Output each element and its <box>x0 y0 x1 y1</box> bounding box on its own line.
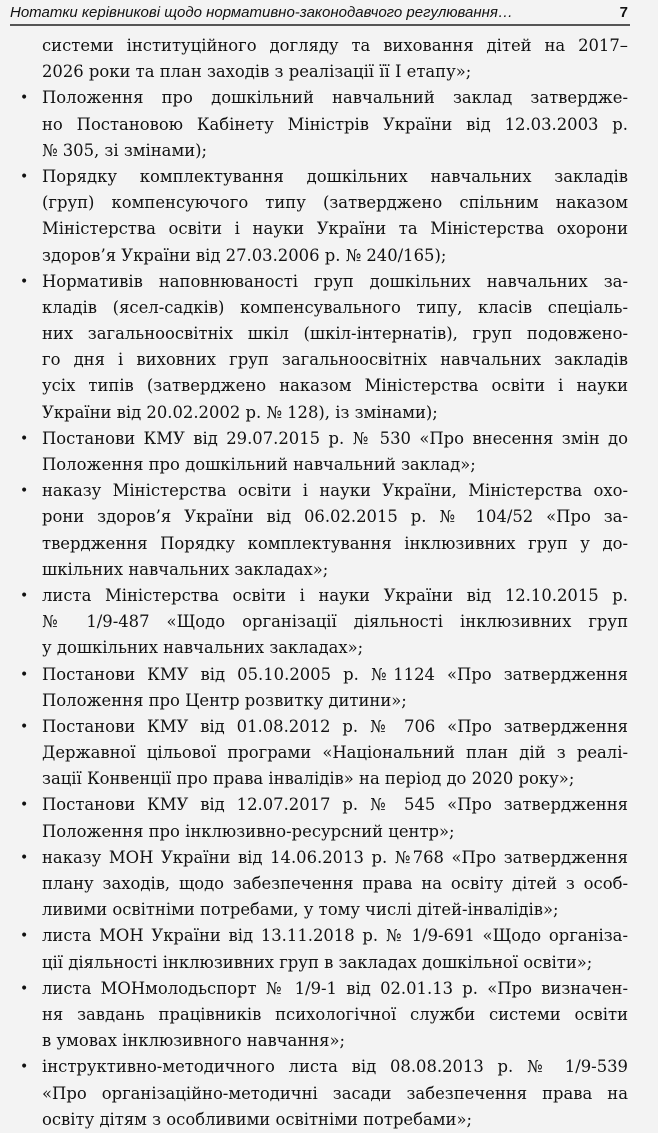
text-line: Положення про Центр розвитку дитини»; <box>42 690 407 710</box>
bullet-list-item <box>20 923 628 975</box>
bullet-icon: • <box>20 928 29 945</box>
text-line: го дня і виховних груп загальноосвітніх навчальних закладів <box>42 350 628 370</box>
bullet-list-item <box>20 792 628 844</box>
text-line: № 305, зі змінами); <box>42 140 208 160</box>
text-line: твердження Порядку комплектування інклюзивних груп у до- <box>42 533 628 553</box>
text-line: в умовах інклюзивного навчання»; <box>42 1031 346 1051</box>
text-line: здоров’я України від 27.03.2006 р. № 240/165); <box>42 245 447 265</box>
text-line: (груп) компенсуючого типу (затверджено спільним наказом <box>42 193 628 213</box>
bullet-list-item <box>20 845 628 924</box>
text-line: кладів (ясел-садків) компенсувального типу, класів спеціаль- <box>42 297 628 317</box>
bullet-list-item <box>20 85 628 164</box>
bullet-icon: • <box>20 430 29 447</box>
text-line: ливими освітніми потребами, у тому числі дітей-інвалідів»; <box>42 900 559 920</box>
text-line: Нормативів наповнюваності груп дошкільних навчальних за- <box>42 271 628 291</box>
page-number: 7 <box>619 4 628 21</box>
bullet-list-item <box>20 1054 628 1133</box>
text-line: освіту дітям з особливими освітніми потребами»; <box>42 1109 472 1129</box>
bullet-icon: • <box>20 168 29 185</box>
bullet-icon: • <box>20 980 29 997</box>
bullet-list-item <box>20 662 628 714</box>
text-line: Постанови КМУ від 29.07.2015 р. № 530 «Про внесення змін до <box>42 428 628 448</box>
text-line: Положення про дошкільний навчальний заклад»; <box>42 455 476 474</box>
bullet-icon: • <box>20 273 29 290</box>
text-line: рони здоров’я України від 06.02.2015 р. № 104/52 «Про за- <box>42 507 628 527</box>
text-line: усіх типів (затверджено наказом Міністерства освіти і науки <box>42 376 628 396</box>
text-line: № 1/9-487 «Щодо організації діяльності інклюзивних груп <box>42 612 628 632</box>
bullet-icon: • <box>20 666 29 683</box>
text-line: Положення про інклюзивно-ресурсний центр»; <box>42 821 455 841</box>
text-line: листа Міністерства освіти і науки України від 12.10.2015 р. <box>42 585 628 605</box>
text-line: наказу Міністерства освіти і науки України, Міністерства охо- <box>42 481 628 501</box>
bullet-list-item <box>20 426 628 478</box>
text-line: Державної цільової програми «Національний план дій з реалі- <box>42 743 628 763</box>
text-line: плану заходів, щодо забезпечення права на освіту дітей з особ- <box>42 874 628 893</box>
bullet-icon: • <box>20 797 29 814</box>
header-rule <box>10 24 630 26</box>
bullet-list-item <box>20 583 628 662</box>
text-line: у дошкільних навчальних закладах»; <box>42 638 364 658</box>
bullet-list-item <box>20 164 628 269</box>
continued-paragraph <box>42 33 628 85</box>
text-line: зації Конвенції про права інвалідів» на період до 2020 року»; <box>42 769 575 789</box>
text-line: ції діяльності інклюзивних груп в закладах дошкільної освіти»; <box>42 952 593 972</box>
text-line: Порядку комплектування дошкільних навчальних закладів <box>42 166 628 186</box>
bullet-list-item <box>20 478 628 583</box>
text-line: наказу МОН України від 14.06.2013 р. №768 «Про затвердження <box>42 847 628 867</box>
text-line: Положення про дошкільний навчальний заклад затверджe- <box>42 88 628 108</box>
document-body <box>20 33 628 1133</box>
bullet-icon: • <box>20 90 29 107</box>
running-title: Нотатки керівникові щодо нормативно-законодавчого регулювання… <box>10 4 513 21</box>
text-line: 2026 роки та план заходів з реалізації її І етапу»; <box>42 62 472 82</box>
text-line: Постанови КМУ від 01.08.2012 р. № 706 «Про затвердження <box>42 716 628 736</box>
text-line: но Постановою Кабінету Міністрів України від 12.03.2003 р. <box>42 114 628 134</box>
text-line: листа МОНмолодьспорт № 1/9-1 від 02.01.13 р. «Про визначен- <box>42 978 628 998</box>
text-line: шкільних навчальних закладах»; <box>42 559 329 579</box>
text-line: ня завдань працівників психологічної служби системи освіти <box>42 1004 628 1024</box>
bullet-icon: • <box>20 1059 29 1076</box>
text-line: системи інституційного догляду та виховання дітей на 2017– <box>42 36 628 55</box>
text-line: листа МОН України від 13.11.2018 р. № 1/9-691 «Щодо організа- <box>42 926 628 946</box>
text-line: Постанови КМУ від 05.10.2005 р. №1124 «Про затвердження <box>42 664 628 684</box>
bullet-icon: • <box>20 483 29 500</box>
bullet-list-item <box>20 976 628 1055</box>
bullet-icon: • <box>20 587 29 604</box>
bullet-icon: • <box>20 849 29 866</box>
running-header <box>10 3 630 23</box>
text-line: України від 20.02.2002 р. № 128), із змінами); <box>42 402 438 422</box>
text-line: Міністерства освіти і науки України та Міністерства охорони <box>42 219 628 239</box>
bullet-icon: • <box>20 718 29 735</box>
text-line: «Про організаційно-методичні засади забезпечення права на <box>42 1083 628 1103</box>
text-line: Постанови КМУ від 12.07.2017 р. № 545 «Про затвердження <box>42 795 628 815</box>
bullet-list-item <box>20 269 628 426</box>
text-line: інструктивно-методичного листа від 08.08.2013 р. № 1/9-539 <box>42 1057 628 1077</box>
text-line: них загальноосвітніх шкіл (шкіл-інтернатів), груп подовжено- <box>42 324 628 344</box>
bullet-list-item <box>20 714 628 793</box>
